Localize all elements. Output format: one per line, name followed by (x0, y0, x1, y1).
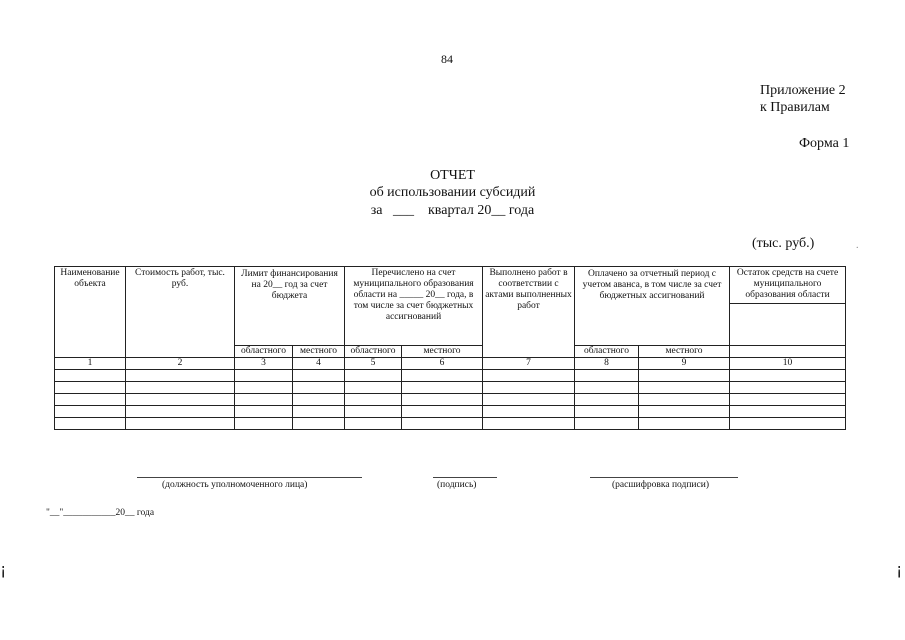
table-cell (639, 417, 730, 429)
table-cell (639, 405, 730, 417)
table-cell (402, 417, 483, 429)
subheader-paid-local: местного (639, 346, 730, 358)
table-cell (575, 417, 639, 429)
table-cell (293, 369, 345, 381)
table-cell (575, 369, 639, 381)
appendix-rules-label: к Правилам (760, 100, 830, 115)
report-subtitle: об использовании субсидий (369, 185, 536, 200)
table-cell (483, 381, 575, 393)
table-row (55, 417, 846, 429)
table-cell (235, 405, 293, 417)
table-cell (639, 381, 730, 393)
table-cell (345, 405, 402, 417)
table-cell (126, 369, 235, 381)
header-balance (730, 267, 846, 346)
table-cell (345, 381, 402, 393)
signature-line (433, 477, 497, 478)
table-cell (402, 405, 483, 417)
table-row (55, 381, 846, 393)
table-cell (483, 393, 575, 405)
table-cell (730, 393, 846, 405)
table-cell (483, 417, 575, 429)
subheader-limit-regional: областного (235, 346, 293, 358)
column-number: 2 (126, 358, 235, 370)
table-cell (730, 381, 846, 393)
table-cell (639, 369, 730, 381)
table-cell (575, 393, 639, 405)
header-transferred: Перечислено на счет муниципального образования области на _____ 20__ года, в том числе за счет бюджетных ассигнований (345, 267, 483, 346)
table-cell (345, 393, 402, 405)
column-number: 9 (639, 358, 730, 370)
units-label: (тыс. руб.) (752, 236, 815, 251)
column-number: 8 (575, 358, 639, 370)
header-work-cost: Стоимость работ, тыс. руб. (126, 267, 235, 358)
table-cell (345, 417, 402, 429)
decoding-caption: (расшифровка подписи) (612, 480, 709, 490)
table-cell (235, 369, 293, 381)
table-cell (730, 369, 846, 381)
table-row (55, 369, 846, 381)
left-edge-mark: ¡ (0, 560, 7, 579)
table-row (55, 393, 846, 405)
table-cell (235, 417, 293, 429)
subheader-limit-local: местного (293, 346, 345, 358)
table-cell (55, 369, 126, 381)
column-number: 10 (730, 358, 846, 370)
subheader-transferred-regional: областного (345, 346, 402, 358)
table-cell (293, 381, 345, 393)
table-cell (575, 405, 639, 417)
header-balance-label: Остаток средств на счете муниципального образования области (730, 267, 845, 304)
table-cell (235, 393, 293, 405)
table-cell (293, 417, 345, 429)
table-cell (730, 417, 846, 429)
report-title: ОТЧЕТ (430, 168, 475, 183)
column-number: 3 (235, 358, 293, 370)
table-cell (639, 393, 730, 405)
table-cell (402, 381, 483, 393)
table-cell (126, 417, 235, 429)
subheader-balance-empty (730, 346, 846, 358)
decoding-signature-line (590, 477, 738, 478)
table-cell (575, 381, 639, 393)
table-cell (402, 369, 483, 381)
scan-dot: . (856, 240, 859, 251)
report-table (54, 266, 846, 430)
column-number: 7 (483, 358, 575, 370)
right-edge-mark: ¡ (896, 560, 903, 579)
table-cell (345, 369, 402, 381)
form-label: Форма 1 (799, 136, 850, 151)
date-line: "__"___________20__ года (46, 508, 155, 518)
table-cell (483, 405, 575, 417)
table-cell (55, 417, 126, 429)
column-number: 1 (55, 358, 126, 370)
signature-caption: (подпись) (437, 480, 477, 490)
table-cell (126, 405, 235, 417)
table-cell (126, 393, 235, 405)
report-period: за ___ квартал 20__ года (370, 203, 535, 218)
page-number: 84 (441, 52, 453, 66)
table-cell (55, 405, 126, 417)
table-cell (293, 405, 345, 417)
table-cell (483, 369, 575, 381)
subheader-paid-regional: областного (575, 346, 639, 358)
table-row (55, 405, 846, 417)
appendix-label: Приложение 2 (760, 83, 846, 98)
column-number: 5 (345, 358, 402, 370)
position-signature-line (137, 477, 362, 478)
table-cell (402, 393, 483, 405)
table-cell (235, 381, 293, 393)
table-cell (730, 405, 846, 417)
column-number: 4 (293, 358, 345, 370)
header-financing-limit: Лимит финансирования на 20__ год за счет бюджета (235, 267, 345, 346)
subheader-transferred-local: местного (402, 346, 483, 358)
header-work-completed: Выполнено работ в соответствии с актами выполненных работ (483, 267, 575, 358)
header-paid: Оплачено за отчетный период с учетом аванса, в том числе за счет бюджетных ассигнований (575, 267, 730, 346)
position-caption: (должность уполномоченного лица) (162, 480, 308, 490)
header-object-name: Наименование объекта (55, 267, 126, 358)
table-cell (55, 381, 126, 393)
table-cell (55, 393, 126, 405)
table-cell (293, 393, 345, 405)
table-cell (126, 381, 235, 393)
column-number: 6 (402, 358, 483, 370)
